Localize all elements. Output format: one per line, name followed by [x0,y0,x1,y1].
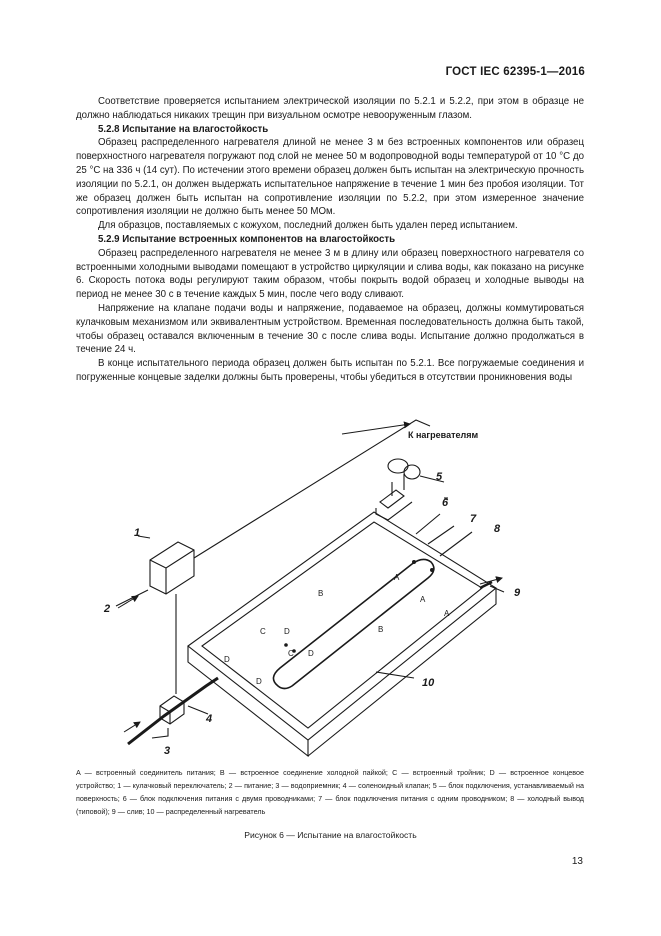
label-2: 2 [104,603,111,615]
test-setup-drawing [76,410,588,758]
paragraph-5: Напряжение на клапане подачи воды и напряжение, подаваемое на образец, должны коммутироваться кулачковым механизмом или эквивалентным устройством. Временная последовательность должна быть такой, чтобы образец оставался включенным в течение 30 с после слива воды. Испытание должно продолжаться в течение 24 ч. [76,302,584,356]
label-4: 4 [206,713,213,725]
figure-legend [76,766,584,818]
tray-outer-rim [188,512,496,740]
document-standard-header: ГОСТ IEC 62395-1—2016 [445,66,585,78]
letter-d-2: D [308,649,314,658]
section-5-2-9-title: 5.2.9 Испытание встроенных компонентов на влагостойкость [98,233,396,245]
label-10: 10 [422,677,435,689]
legend-line-1: A — встроенный соединитель питания; B — встроенное соединение холодной пайкой; C — встроенный тройник; D — встроенное концевое устройство; [76,768,584,790]
legend-line-2: 1 — кулачковый переключатель; 2 — питание; 3 — водоприемник; 4 — соленоидный клапан; [117,781,431,790]
letter-d-4: D [256,677,262,686]
figure-caption: Рисунок 6 — Испытание на влагостойкость [244,830,417,840]
wire-cam-to-heaters [194,420,430,558]
label-1: 1 [134,527,141,539]
label-5: 5 [436,471,443,483]
legend-line-3: 5 — блок подключения, устанавливаемый на поверхность; 6 — блок подключения питания с двумя проводниками; 7 — блок подключения питания с одним проводником; 8 — холодный вывод (типовой); 9 — слив; 10 — распределенный нагреватель [76,781,585,816]
label-3: 3 [164,745,171,757]
cam-switch-box [150,542,194,594]
letter-b-1: B [318,589,324,598]
wire-power [116,590,148,606]
paragraph-2: Образец распределенного нагревателя длиной не менее 3 м без встроенных компонентов или образец поверхностного нагревателя погружают под слой не менее 50 м водопроводной воды температурой от 10 °С до 25 °С на 336 ч (14 сут). По истечении этого времени образец должен быть испытан на электрическую прочность изоляции по 5.2.1, он должен выдержать испытательное напряжение в течение 1 мин без пробоя изоляции. Тот же образец должен быть испытан на сопротивление изоляции по 5.2.2, при этом измеренное значение сопротивления изоляции не должно быть менее 50 МОм. [76,137,584,218]
paragraph-6: В конце испытательного периода образец должен быть испытан по 5.2.1. Все погружаемые соединения и погруженные концевые заделки должны быть проверены, чтобы убедиться в отсутствии проникновения воды [76,358,584,383]
label-7: 7 [470,513,477,525]
paragraph-3: Для образцов, поставляемых с кожухом, последний должен быть удален перед испытанием. [98,220,518,232]
label-8: 8 [494,523,501,535]
heater-loop [273,559,433,688]
page-number: 13 [571,856,583,867]
solenoid-valve [160,696,184,724]
paragraph-1: Соответствие проверяется испытанием электрической изоляции по 5.2.1 и 5.2.2, при этом в образце не должно наблюдаться никаких трещин при визуальном осмотре невооруженным глазом. [76,96,584,121]
tray-side-right [308,588,496,756]
label-6: 6 [442,497,449,509]
tray-side-left [188,646,308,756]
label-9: 9 [514,587,521,599]
body-text [76,95,584,385]
letter-a-3: A [444,609,450,618]
letter-d-1: D [284,627,290,636]
figure-6-diagram [76,410,588,758]
cold-lead-6 [416,514,440,534]
junction-box-top [388,459,408,473]
letter-b-2: B [378,625,384,634]
letter-a-1: A [394,573,400,582]
to-heaters-label: К нагревателям [408,430,479,440]
paragraph-4: Образец распределенного нагревателя не менее 3 м в длину или образец поверхностного нагревателя со встроенными холодными выводами помещают в устройство циркуляции и слива воды, как показано на рисунке 6. Скорость потока воды регулируют таким образом, чтобы покрыть водой образец и холодные выводы на период не менее 30 с в течение каждых 5 мин, после чего воду сливают. [76,247,584,301]
letter-a-2: A [420,595,426,604]
cold-lead-7 [428,526,454,544]
letter-d-3: D [224,655,230,664]
letter-c-2: C [288,649,294,658]
letter-c-1: C [260,627,266,636]
inlet-pipe [128,678,218,744]
section-5-2-8-title: 5.2.8 Испытание на влагостойкость [98,123,269,135]
cold-lead-8 [440,532,472,556]
